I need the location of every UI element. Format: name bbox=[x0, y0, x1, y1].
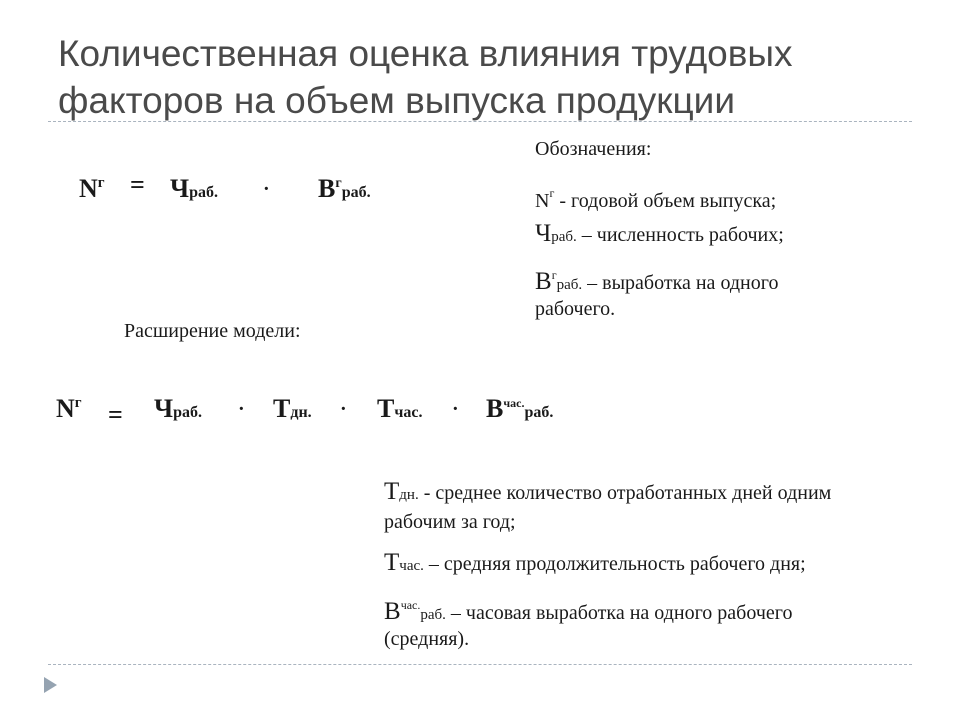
formula-n-g: $N^г$ bbox=[79, 174, 105, 203]
legend-item-annual-output: $N^г$ - годовой объем выпуска; bbox=[535, 186, 777, 212]
legend2-item-hourly-output: $В^{час.}раб$. – часовая выработка на одного рабочего bbox=[384, 598, 793, 625]
legend2-item-days-cont: рабочим за год; bbox=[384, 511, 516, 533]
legend2-item-hours: Тчас. – средняя продолжительность рабочего дня; bbox=[384, 549, 806, 576]
formula2-dot: · bbox=[452, 398, 459, 420]
legend2-item-hourly-output-cont: (средняя). bbox=[384, 628, 470, 650]
formula2-days: Тдн. bbox=[273, 394, 312, 423]
legend-item-output-per-worker-cont: рабочего. bbox=[535, 298, 616, 320]
bottom-divider bbox=[48, 664, 912, 665]
formula-dot: · bbox=[263, 178, 270, 200]
formula-workers: Чраб. bbox=[170, 174, 218, 203]
legend-item-workers: Чраб. – численность рабочих; bbox=[535, 220, 784, 247]
slide-title: Количественная оценка влияния трудовых факторов на объем выпуска продукции bbox=[58, 33, 793, 121]
legend2-item-days: Тдн. - среднее количество отработанных дней одним bbox=[384, 478, 832, 505]
legend-item-output-per-worker: $В^граб$. – выработка на одного bbox=[535, 268, 779, 295]
top-divider bbox=[48, 121, 912, 122]
formula-output: $В^граб$. bbox=[318, 174, 371, 203]
formula2-hours: Тчас. bbox=[377, 394, 423, 423]
formula2-dot: · bbox=[238, 398, 245, 420]
triangle-bullet-icon bbox=[44, 677, 57, 693]
formula2-n-g: $N^г$ bbox=[56, 394, 82, 423]
formula2-dot: · bbox=[340, 398, 347, 420]
model-extension-label: Расширение модели: bbox=[124, 320, 301, 342]
formula2-hourly-output: $В^{час.}раб$. bbox=[486, 394, 554, 423]
formula-equals: = bbox=[130, 170, 145, 199]
formula2-equals: = bbox=[108, 400, 123, 429]
formula2-workers: Чраб. bbox=[154, 394, 202, 423]
legend-heading: Обозначения: bbox=[535, 138, 652, 160]
